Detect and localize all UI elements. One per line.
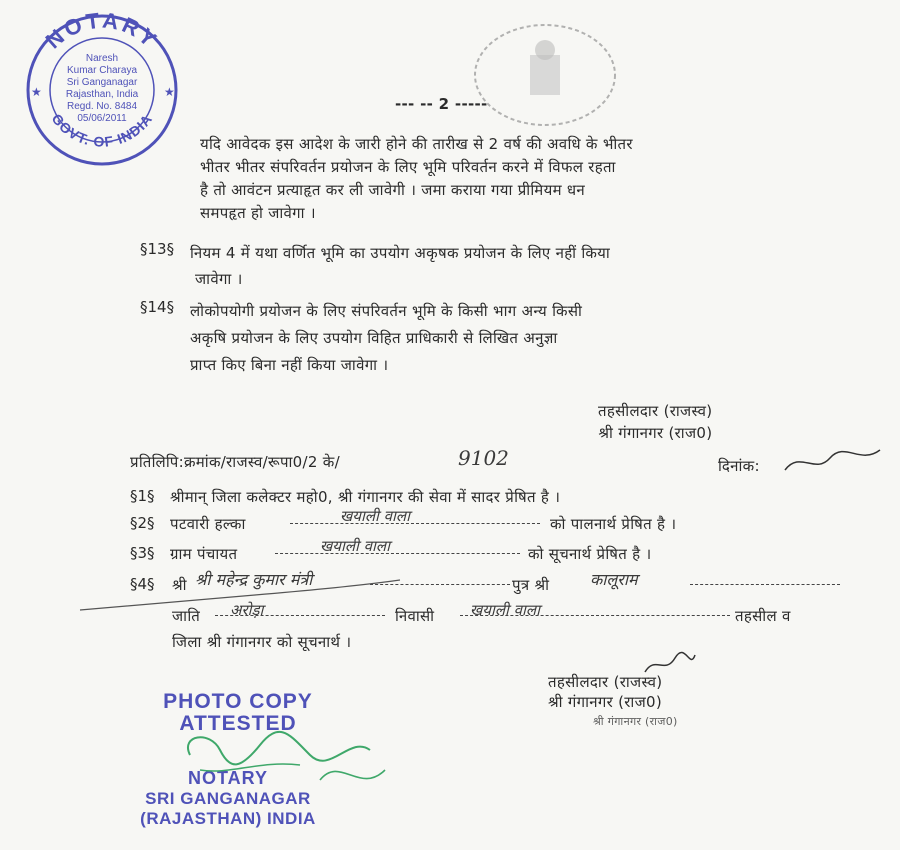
clause-line: समपहृत हो जावेगा । (200, 204, 316, 222)
date-scribble (780, 440, 890, 480)
clause-line: नियम 4 में यथा वर्णित भूमि का उपयोग अकृषक प्रयोजन के लिए नहीं किया (190, 244, 611, 262)
recipient-4-handwritten2: कालूराम (590, 570, 638, 589)
signature-block-2 (548, 672, 678, 732)
recipient-2-handwritten: खयाली वाला (340, 507, 410, 525)
recipient-2-prefix: पटवारी हल्का (170, 515, 246, 533)
green-signature (170, 725, 410, 805)
seal-name-line: Regd. No. 8484 (66, 101, 138, 112)
fill-line (460, 615, 730, 616)
attested-line-4: SRI GANGANAGAR (145, 789, 311, 808)
seal-name-line: Sri Ganganagar (66, 77, 138, 88)
clause-13-number: §13§ (140, 240, 175, 258)
attested-line-2: ATTESTED (179, 712, 297, 735)
clause-line: यदि आवेदक इस आदेश के जारी होने की तारीख से 2 वर्ष की अवधि के भीतर (200, 135, 633, 153)
signatory-place-faint: श्री गंगानगर (राज0) (593, 715, 678, 728)
clause-line: भीतर भीतर संपरिवर्तन प्रयोजन के लिए भूमि परिवर्तन करने में विफल रहता (200, 158, 616, 176)
recipient-4-handwritten: श्री महेन्द्र कुमार मंत्री (195, 570, 313, 589)
seal-name-line: Kumar Charaya (66, 65, 138, 76)
jati-label: जाति (172, 607, 201, 625)
district-line: जिला श्री गंगानगर को सूचनार्थ । (172, 633, 352, 651)
fill-line (215, 615, 385, 616)
seal-name-block (52, 53, 152, 125)
attested-line-3: NOTARY (188, 768, 268, 788)
signatory-title: तहसीलदार (राजस्व) (548, 673, 663, 691)
faint-emblem-stamp (470, 20, 620, 130)
residence-label: निवासी (395, 607, 435, 625)
copy-date-label: दिनांक: (718, 457, 760, 475)
residence-value: खयाली वाला (470, 601, 540, 619)
seal-name-line: Rajasthan, India (65, 89, 139, 100)
clause-14 (190, 298, 582, 379)
attested-line-1: PHOTO COPY (163, 690, 313, 713)
recipient-4-middle: पुत्र श्री (512, 576, 550, 594)
jati-value: अरोड़ा (230, 601, 264, 619)
clause-line: प्राप्त किए बिना नहीं किया जावेगा । (190, 356, 389, 374)
attested-line-5: (RAJASTHAN) INDIA (140, 809, 316, 828)
star-icon: ★ (31, 85, 42, 99)
clause-line: है तो आवंटन प्रत्याहृत कर ली जावेगी । जमा कराया गया प्रीमियम धन (200, 181, 586, 199)
recipient-3-number: §3§ (130, 544, 155, 562)
tehsil-label: तहसील व (735, 607, 791, 625)
notary-seal (22, 10, 182, 170)
recipient-1-number: §1§ (130, 487, 155, 505)
clause-line: लोकोपयोगी प्रयोजन के लिए संपरिवर्तन भूमि के किसी भाग अन्य किसी (190, 302, 583, 320)
seal-top-text: NOTARY (40, 10, 164, 54)
recipient-2-number: §2§ (130, 514, 155, 532)
recipient-2-suffix: को पालनार्थ प्रेषित है । (550, 515, 677, 533)
fill-line (690, 584, 840, 585)
recipient-4-number: §4§ (130, 575, 155, 593)
clause-line: अकृषि प्रयोजन के लिए उपयोग विहित प्राधिकारी से लिखित अनुज्ञा (190, 329, 558, 347)
clause-13 (190, 240, 610, 292)
emblem-icon (470, 20, 620, 130)
recipient-4-prefix: श्री (172, 576, 187, 594)
clause-14-number: §14§ (140, 298, 175, 316)
recipient-3-suffix: को सूचनार्थ प्रेषित है । (528, 545, 652, 563)
clause-intro (200, 133, 633, 225)
copy-number-handwritten: 9102 (458, 446, 509, 470)
page-number: --- -- 2 ----- (395, 95, 488, 113)
seal-bottom-text: GOVT. OF INDIA (48, 110, 156, 150)
signature-block-1 (598, 400, 712, 444)
signatory-title: तहसीलदार (राजस्व) (598, 402, 713, 420)
recipient-3-handwritten: खयाली वाला (320, 537, 390, 555)
fill-line (290, 523, 540, 524)
recipient-1-text: श्रीमान् जिला कलेक्टर महो0, श्री गंगानगर की सेवा में सादर प्रेषित है । (170, 488, 561, 506)
clause-line: जावेगा । (195, 270, 243, 288)
seal-name-line: Naresh (85, 53, 119, 64)
signatory-place: श्री गंगानगर (राज0) (598, 424, 713, 442)
recipient-3-prefix: ग्राम पंचायत (170, 545, 238, 563)
signatory-place: श्री गंगानगर (राज0) (548, 693, 663, 711)
fill-line (275, 553, 520, 554)
copy-header-label: प्रतिलिपि:क्रमांक/राजस्व/रूपा0/2 के/ (130, 453, 340, 471)
star-icon: ★ (164, 85, 175, 99)
seal-name-line: 05/06/2011 (77, 113, 127, 124)
